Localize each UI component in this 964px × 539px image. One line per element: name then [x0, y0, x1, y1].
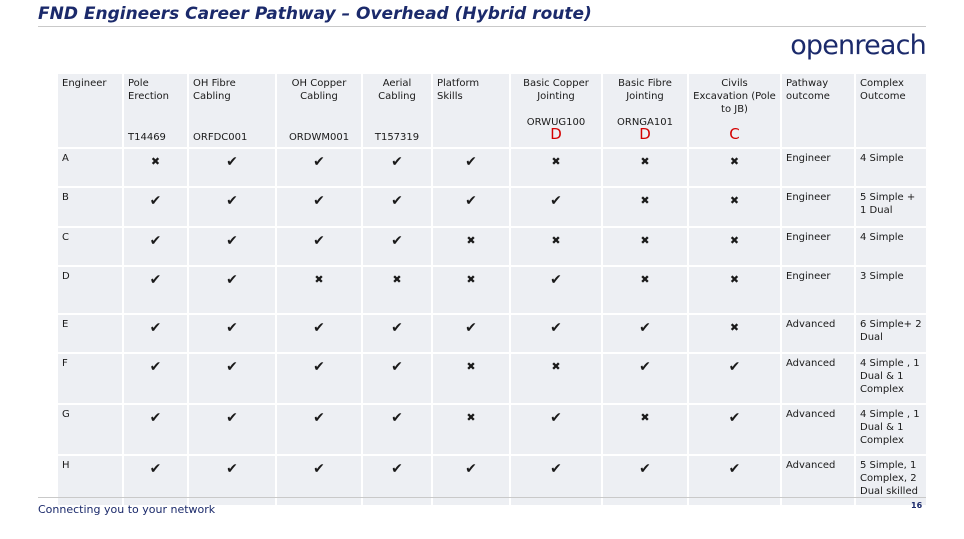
course-code: T157319: [374, 132, 420, 143]
course-code: ORDWM001: [288, 132, 350, 143]
table-row: [58, 354, 926, 403]
status-icon: ✔: [433, 188, 509, 226]
status-icon: ✔: [511, 456, 601, 505]
status-icon: ✔: [124, 405, 187, 454]
complex-outcome: 4 Simple: [856, 228, 926, 265]
status-icon: ✖: [689, 188, 780, 226]
status-icon: ✔: [363, 149, 431, 186]
status-icon: ✖: [363, 267, 431, 313]
status-icon: ✔: [511, 188, 601, 226]
level-badge: C: [729, 125, 740, 143]
footer-divider: [38, 497, 926, 498]
level-badge: D: [639, 125, 651, 143]
table-row: [58, 188, 926, 226]
status-icon: ✖: [433, 267, 509, 313]
status-icon: ✔: [363, 405, 431, 454]
row-label: B: [58, 188, 122, 226]
status-icon: ✖: [689, 315, 780, 352]
status-icon: ✖: [277, 267, 361, 313]
course-code: ORNGA101: [617, 117, 673, 128]
status-icon: ✔: [511, 315, 601, 352]
complex-outcome: 4 Simple , 1 Dual & 1 Complex: [856, 354, 926, 403]
status-icon: ✖: [603, 149, 687, 186]
career-pathway-table: [56, 72, 928, 507]
status-icon: ✔: [189, 188, 275, 226]
status-icon: ✔: [689, 354, 780, 403]
status-icon: ✔: [277, 354, 361, 403]
status-icon: ✔: [363, 456, 431, 505]
row-label: F: [58, 354, 122, 403]
header-row: [58, 74, 926, 147]
row-label: G: [58, 405, 122, 454]
status-icon: ✔: [124, 456, 187, 505]
table-row: [58, 405, 926, 454]
status-icon: ✖: [689, 267, 780, 313]
status-icon: ✔: [189, 267, 275, 313]
course-code: ORWUG100: [526, 117, 586, 128]
table-row: [58, 228, 926, 265]
status-icon: ✔: [689, 405, 780, 454]
header-complex: Complex Outcome: [856, 74, 926, 147]
status-icon: ✖: [433, 228, 509, 265]
header-pole-erection: Pole Erection T14469: [124, 74, 187, 147]
status-icon: ✔: [511, 267, 601, 313]
status-icon: ✖: [511, 354, 601, 403]
status-icon: ✖: [433, 405, 509, 454]
status-icon: ✔: [124, 228, 187, 265]
course-code: ORFDC001: [193, 132, 248, 143]
header-engineer: Engineer: [58, 74, 122, 147]
header-aerial: Aerial Cabling T157319: [363, 74, 431, 147]
header-oh-fibre: OH Fibre Cabling ORFDC001: [189, 74, 275, 147]
status-icon: ✔: [124, 354, 187, 403]
pathway-outcome: Engineer: [782, 149, 854, 186]
pathway-outcome: Advanced: [782, 405, 854, 454]
status-icon: ✔: [277, 456, 361, 505]
status-icon: ✖: [124, 149, 187, 186]
status-icon: ✔: [189, 228, 275, 265]
pathway-outcome: Engineer: [782, 228, 854, 265]
complex-outcome: 3 Simple: [856, 267, 926, 313]
status-icon: ✖: [603, 405, 687, 454]
status-icon: ✔: [363, 354, 431, 403]
status-icon: ✔: [277, 149, 361, 186]
footer-tagline: Connecting you to your network: [38, 503, 216, 516]
page-number: 16: [911, 501, 923, 510]
status-icon: ✔: [189, 149, 275, 186]
status-icon: ✖: [433, 354, 509, 403]
status-icon: ✔: [277, 405, 361, 454]
status-icon: ✔: [277, 188, 361, 226]
openreach-logo: openreach: [790, 30, 926, 61]
status-icon: ✔: [689, 456, 780, 505]
status-icon: ✖: [603, 228, 687, 265]
page-title: FND Engineers Career Pathway – Overhead (Hybrid route): [38, 4, 592, 24]
pathway-outcome: Engineer: [782, 267, 854, 313]
complex-outcome: 4 Simple , 1 Dual & 1 Complex: [856, 405, 926, 454]
complex-outcome: 5 Simple + 1 Dual: [856, 188, 926, 226]
status-icon: ✖: [689, 228, 780, 265]
status-icon: ✔: [189, 315, 275, 352]
status-icon: ✔: [603, 315, 687, 352]
status-icon: ✔: [433, 315, 509, 352]
status-icon: ✔: [433, 149, 509, 186]
status-icon: ✔: [124, 315, 187, 352]
status-icon: ✔: [189, 405, 275, 454]
title-divider: [38, 26, 926, 27]
level-badge: D: [550, 125, 562, 143]
pathway-outcome: Engineer: [782, 188, 854, 226]
row-label: C: [58, 228, 122, 265]
status-icon: ✖: [603, 188, 687, 226]
status-icon: ✔: [363, 188, 431, 226]
status-icon: ✖: [603, 267, 687, 313]
header-civils: Civils Excavation (Pole to JB) C: [689, 74, 780, 147]
row-label: E: [58, 315, 122, 352]
status-icon: ✔: [124, 188, 187, 226]
status-icon: ✔: [363, 228, 431, 265]
row-label: D: [58, 267, 122, 313]
status-icon: ✖: [511, 149, 601, 186]
row-label: A: [58, 149, 122, 186]
status-icon: ✖: [511, 228, 601, 265]
row-label: H: [58, 456, 122, 505]
status-icon: ✔: [277, 315, 361, 352]
header-pathway: Pathway outcome: [782, 74, 854, 147]
status-icon: ✔: [603, 456, 687, 505]
complex-outcome: 4 Simple: [856, 149, 926, 186]
status-icon: ✔: [511, 405, 601, 454]
complex-outcome: 6 Simple+ 2 Dual: [856, 315, 926, 352]
status-icon: ✔: [277, 228, 361, 265]
status-icon: ✔: [189, 354, 275, 403]
status-icon: ✔: [603, 354, 687, 403]
status-icon: ✔: [433, 456, 509, 505]
course-code: T14469: [128, 132, 166, 143]
status-icon: ✔: [189, 456, 275, 505]
header-oh-copper: OH Copper Cabling ORDWM001: [277, 74, 361, 147]
status-icon: ✖: [689, 149, 780, 186]
header-platform: Platform Skills: [433, 74, 509, 147]
pathway-outcome: Advanced: [782, 315, 854, 352]
status-icon: ✔: [363, 315, 431, 352]
pathway-outcome: Advanced: [782, 456, 854, 505]
header-basic-copper: Basic Copper Jointing ORWUG100 D: [511, 74, 601, 147]
status-icon: ✔: [124, 267, 187, 313]
table-row: [58, 267, 926, 313]
pathway-outcome: Advanced: [782, 354, 854, 403]
table-row: [58, 315, 926, 352]
table-row: [58, 149, 926, 186]
header-basic-fibre: Basic Fibre Jointing ORNGA101 D: [603, 74, 687, 147]
complex-outcome: 5 Simple, 1 Complex, 2 Dual skilled: [856, 456, 926, 505]
